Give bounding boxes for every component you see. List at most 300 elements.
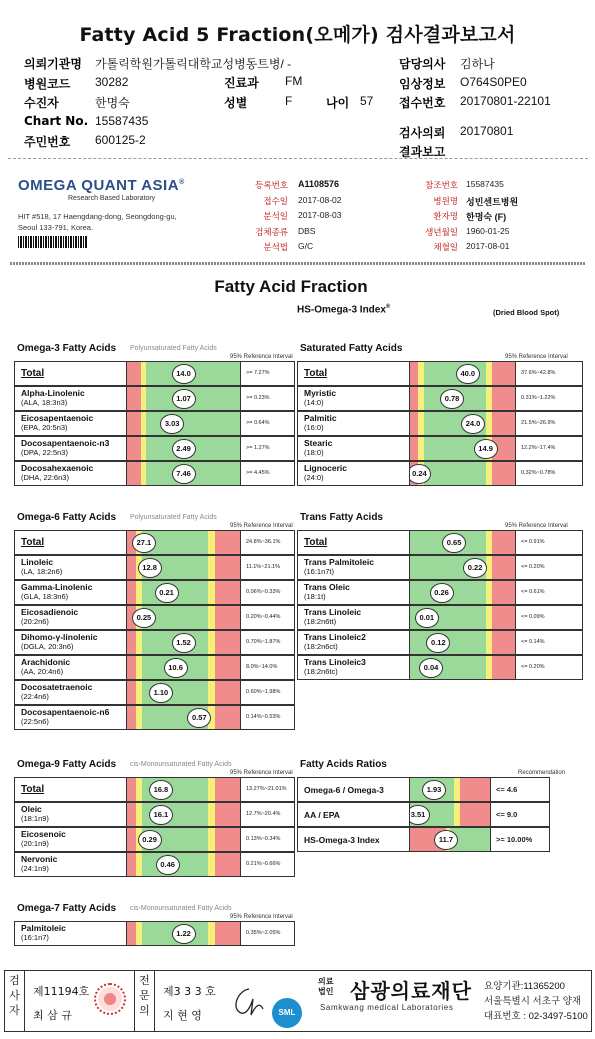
range-bar xyxy=(127,605,240,630)
result-name xyxy=(14,461,127,486)
result-name xyxy=(297,605,410,630)
result-subname: (LA, 18:2n6) xyxy=(21,567,63,576)
result-name xyxy=(14,605,127,630)
result-name xyxy=(14,530,127,555)
result-subname: (16:1n7t) xyxy=(304,567,335,576)
range-band xyxy=(127,778,136,801)
header-key: 성별 xyxy=(224,95,248,110)
range-band xyxy=(215,581,240,604)
range-band xyxy=(127,362,141,385)
range-band xyxy=(410,437,418,460)
reference-interval: 37.6%~42.8% xyxy=(515,361,583,386)
result-row xyxy=(297,436,583,461)
range-band xyxy=(460,778,490,801)
range-band xyxy=(215,656,240,679)
result-subname: (18:2n6tc) xyxy=(304,667,338,676)
range-bar xyxy=(410,655,515,680)
range-band xyxy=(492,631,515,654)
result-subname: (GLA, 18:3n6) xyxy=(21,592,69,601)
result-subname: (ALA, 18:3n3) xyxy=(21,398,68,407)
result-row xyxy=(297,605,583,630)
section-title: Omega-7 Fatty Acids xyxy=(17,903,117,914)
result-name xyxy=(14,361,127,386)
reference-interval: >= 7.27% xyxy=(240,361,295,386)
result-name xyxy=(14,921,127,946)
result-row xyxy=(297,555,583,580)
result-row xyxy=(14,680,295,705)
section-title: Omega-6 Fatty Acids xyxy=(17,512,117,523)
lab-value: 한명숙 (F) xyxy=(466,212,507,222)
reference-interval: 12.2%~17.4% xyxy=(515,436,583,461)
range-bar xyxy=(410,436,515,461)
result-row xyxy=(14,580,295,605)
lab-value: DBS xyxy=(298,225,316,236)
reference-header: 95% Reference Interval xyxy=(230,354,293,360)
result-value: 40.0 xyxy=(456,364,480,384)
range-band xyxy=(460,803,490,826)
header-key: 주민번호 xyxy=(24,135,71,149)
result-name-text: Stearic xyxy=(304,438,333,448)
reference-interval: 0.70%~1.87% xyxy=(240,630,295,655)
result-name xyxy=(14,411,127,436)
result-name xyxy=(297,630,410,655)
result-name-text: Docosahexaenoic xyxy=(21,463,94,473)
result-row xyxy=(297,530,583,555)
dbs-label: (Dried Blood Spot) xyxy=(493,308,560,317)
specialist-name: 지 현 영 xyxy=(163,1009,202,1022)
result-name xyxy=(14,655,127,680)
range-band xyxy=(215,922,240,945)
header-key: 검사의뢰 xyxy=(399,125,446,140)
result-name-text: Trans Oleic xyxy=(304,582,350,592)
range-bar xyxy=(410,777,490,802)
result-row xyxy=(297,411,583,436)
result-name-text: Trans Palmitoleic xyxy=(304,557,374,567)
reference-interval: 0.06%~0.33% xyxy=(240,580,295,605)
range-bar xyxy=(127,630,240,655)
result-name-text: AA / EPA xyxy=(304,810,340,820)
result-subname: (AA, 20:4n6) xyxy=(21,667,64,676)
inspector-label-cell xyxy=(5,971,25,1031)
reference-interval: 0.35%~2.05% xyxy=(240,921,295,946)
result-row xyxy=(14,630,295,655)
result-value: 24.0 xyxy=(461,414,485,434)
result-name xyxy=(297,436,410,461)
reference-interval: 0.13%~0.34% xyxy=(240,827,295,852)
range-bar xyxy=(410,605,515,630)
result-name xyxy=(14,386,127,411)
range-band xyxy=(208,656,215,679)
result-name-text: Alpha-Linolenic xyxy=(21,388,85,398)
lab-key: 참조번호 xyxy=(425,180,458,190)
result-row xyxy=(14,705,295,730)
result-name xyxy=(297,580,410,605)
range-band xyxy=(492,462,515,485)
range-bar xyxy=(410,580,515,605)
result-row xyxy=(297,777,550,802)
org-address: 서울특별시 서초구 양재 xyxy=(484,996,582,1007)
result-value: 0.78 xyxy=(440,389,464,409)
result-name xyxy=(297,802,410,827)
range-bar xyxy=(127,852,240,877)
result-value: 1.07 xyxy=(172,389,196,409)
result-value: 0.25 xyxy=(132,608,156,628)
range-band xyxy=(215,853,240,876)
specialist-label: 전 문 의 xyxy=(139,974,150,1017)
reference-interval: <= 9.0 xyxy=(490,802,550,827)
result-name-text: Total xyxy=(304,537,328,548)
reference-interval: 11.1%~21.1% xyxy=(240,555,295,580)
result-name xyxy=(297,555,410,580)
result-subname: (24:0) xyxy=(304,473,324,482)
org-prefix: 의료법인 xyxy=(318,977,334,996)
result-name-text: Docosatetraenoic xyxy=(21,682,93,692)
result-row xyxy=(14,530,295,555)
result-name xyxy=(14,777,127,802)
range-band xyxy=(208,922,215,945)
result-name xyxy=(297,461,410,486)
section-subtitle: cis-Monounsaturated Fatty Acids xyxy=(130,761,232,768)
range-band xyxy=(208,631,215,654)
result-name-text: Trans Linoleic xyxy=(304,607,362,617)
range-bar xyxy=(127,921,240,946)
range-bar xyxy=(127,530,240,555)
lab-logo: OMEGA QUANT ASIA® xyxy=(18,177,185,194)
result-subname: (DGLA, 20:3n6) xyxy=(21,642,74,651)
reference-header: 95% Reference Interval xyxy=(230,523,293,529)
range-band xyxy=(127,706,136,729)
signature-icon xyxy=(227,981,267,1021)
inspector-no: 제11194호 xyxy=(33,985,90,998)
result-name-text: Total xyxy=(21,368,45,379)
result-subname: (24:1n9) xyxy=(21,864,49,873)
section-subtitle: Polyunsaturated Fatty Acids xyxy=(130,345,217,352)
header-value: FM xyxy=(285,74,303,88)
range-bar xyxy=(127,555,240,580)
result-name-text: Lignoceric xyxy=(304,463,347,473)
result-row xyxy=(14,655,295,680)
header-key: Chart No. xyxy=(24,113,89,128)
range-band xyxy=(127,681,136,704)
reference-interval: 8.0%~14.0% xyxy=(240,655,295,680)
result-row xyxy=(14,921,295,946)
lab-value: A1108576 xyxy=(298,179,340,189)
result-subname: (EPA, 20:5n3) xyxy=(21,423,68,432)
range-bar xyxy=(127,386,240,411)
result-name-text: Nervonic xyxy=(21,854,58,864)
lab-value: 2017-08-03 xyxy=(298,210,342,220)
lab-key: 등록번호 xyxy=(255,180,288,190)
result-value: 0.46 xyxy=(156,855,180,875)
result-name-text: Eicosenoic xyxy=(21,829,66,839)
range-band xyxy=(424,462,486,485)
range-bar xyxy=(127,411,240,436)
reference-interval: <= 0.09% xyxy=(515,605,583,630)
result-row xyxy=(297,802,550,827)
result-name-text: Oleic xyxy=(21,804,42,814)
sml-logo: SML xyxy=(272,998,302,1028)
range-band xyxy=(410,387,418,410)
result-subname: (18:1n9) xyxy=(21,814,49,823)
report-title: Fatty Acid 5 Fraction(오메가) 검사결과보고서 xyxy=(79,24,516,46)
result-value: 0.65 xyxy=(442,533,466,553)
result-name-text: Linoleic xyxy=(21,557,54,567)
result-name-text: Docosapentaenoic-n3 xyxy=(21,438,110,448)
range-band xyxy=(127,656,136,679)
range-band xyxy=(208,581,215,604)
result-value: 0.21 xyxy=(155,583,179,603)
header-value: 가톨릭학원가톨릭대학교성병동트병/ - xyxy=(95,57,292,71)
reference-interval: <= 0.20% xyxy=(515,555,583,580)
result-name-text: Trans Linoleic2 xyxy=(304,632,366,642)
result-row xyxy=(14,361,295,386)
header-value: 김하나 xyxy=(460,57,495,71)
specialist-label-cell xyxy=(135,971,155,1031)
reference-interval: >= 0.64% xyxy=(240,411,295,436)
result-row xyxy=(14,802,295,827)
inspector-label: 검 사 자 xyxy=(9,974,20,1017)
range-band xyxy=(215,706,240,729)
result-name xyxy=(14,802,127,827)
result-name xyxy=(14,630,127,655)
header-key: 병원코드 xyxy=(24,76,71,91)
result-row xyxy=(297,386,583,411)
range-bar xyxy=(410,827,490,852)
reference-interval: 24.8%~36.1% xyxy=(240,530,295,555)
header-key: 임상정보 xyxy=(399,76,446,91)
range-band xyxy=(492,606,515,629)
reference-header: 95% Reference Interval xyxy=(230,770,293,776)
reference-interval: <= 4.6 xyxy=(490,777,550,802)
result-subname: (22:5n6) xyxy=(21,717,49,726)
result-value: 14.0 xyxy=(172,364,196,384)
header-value: 20170801-22101 xyxy=(460,94,551,108)
lab-key: 생년월일 xyxy=(425,226,458,237)
org-tel: 대표번호 : 02-3497-5100 xyxy=(484,1011,588,1022)
lab-value: 성빈센트병원 xyxy=(466,196,519,207)
range-band xyxy=(208,828,215,851)
result-value: 0.26 xyxy=(430,583,454,603)
lab-key: 채혈일 xyxy=(433,242,458,252)
range-band xyxy=(208,556,215,579)
result-value: 0.04 xyxy=(419,658,443,678)
result-subname: (DPA, 22:5n3) xyxy=(21,448,68,457)
range-band xyxy=(208,606,215,629)
result-name xyxy=(14,852,127,877)
result-value: 14.9 xyxy=(474,439,498,459)
result-name-text: Eicosapentaenoic xyxy=(21,413,94,423)
range-band xyxy=(215,631,240,654)
section-subtitle: Polyunsaturated Fatty Acids xyxy=(130,514,217,521)
result-row xyxy=(14,605,295,630)
result-row xyxy=(14,386,295,411)
org-name: 삼광의료재단 xyxy=(350,979,472,1003)
header-divider xyxy=(8,158,588,159)
range-band xyxy=(208,853,215,876)
result-row xyxy=(297,630,583,655)
reference-interval: >= 1.27% xyxy=(240,436,295,461)
header-value: 30282 xyxy=(95,74,129,89)
reference-interval: >= 0.23% xyxy=(240,386,295,411)
result-name-text: Palmitoleic xyxy=(21,923,66,933)
result-value: 1.10 xyxy=(149,683,173,703)
range-band xyxy=(215,681,240,704)
result-name xyxy=(14,680,127,705)
result-name xyxy=(297,386,410,411)
range-bar xyxy=(410,411,515,436)
result-row xyxy=(14,411,295,436)
range-bar xyxy=(127,827,240,852)
result-name-text: Docosapentaenoic-n6 xyxy=(21,707,110,717)
result-subname: (16:1n7) xyxy=(21,933,49,942)
org-name-en: Samkwang medical Laboratories xyxy=(320,1003,454,1012)
range-band xyxy=(127,853,136,876)
reference-header: Recommendation xyxy=(518,770,566,776)
result-value: 0.57 xyxy=(187,708,211,728)
section-title: Trans Fatty Acids xyxy=(300,512,383,523)
header-value: 15587435 xyxy=(95,113,149,128)
lab-value: 2017-08-02 xyxy=(298,194,342,205)
section-title: Omega-3 Fatty Acids xyxy=(17,343,117,354)
range-bar xyxy=(410,386,515,411)
result-row xyxy=(14,827,295,852)
result-row xyxy=(14,461,295,486)
header-key: 진료과 xyxy=(224,76,259,90)
result-value: 1.52 xyxy=(172,633,196,653)
range-band xyxy=(208,681,215,704)
range-band xyxy=(492,387,515,410)
header-key: 의뢰기관명 xyxy=(24,57,82,71)
reference-interval: 0.14%~0.53% xyxy=(240,705,295,730)
lab-key: 병원명 xyxy=(433,195,458,206)
range-bar xyxy=(127,461,240,486)
reference-interval: 0.31%~1.22% xyxy=(515,386,583,411)
lab-key: 접수일 xyxy=(263,195,288,206)
lab-address-2: Seoul 133-791, Korea. xyxy=(18,223,94,232)
lab-logo-sub: Research Based Laboratory xyxy=(68,195,156,202)
reference-interval: <= 0.20% xyxy=(515,655,583,680)
section-divider xyxy=(10,262,585,265)
header-value: F xyxy=(285,93,293,108)
result-name xyxy=(14,555,127,580)
range-band xyxy=(127,412,141,435)
lab-address-1: HIT #518, 17 Haengdang-dong, Seongdong-gu, xyxy=(18,212,177,221)
lab-key: 분석법 xyxy=(263,242,288,252)
reference-header: 95% Reference Interval xyxy=(505,523,568,529)
reference-header: 95% Reference Interval xyxy=(505,354,568,360)
result-row xyxy=(297,361,583,386)
header-value: O764S0PE0 xyxy=(460,74,527,89)
result-value: 1.22 xyxy=(172,924,196,944)
result-row xyxy=(14,555,295,580)
result-value: 11.7 xyxy=(434,830,458,850)
range-band xyxy=(410,412,418,435)
range-band xyxy=(127,437,141,460)
result-subname: (22:4n6) xyxy=(21,692,49,701)
lab-value: 15587435 xyxy=(466,179,504,189)
specialist-no: 제3 3 3 호 xyxy=(163,985,216,998)
result-subname: (18:0) xyxy=(304,448,324,457)
result-name xyxy=(297,827,410,852)
lab-value: 1960-01-25 xyxy=(466,225,510,236)
reference-interval: >= 4.45% xyxy=(240,461,295,486)
result-value: 1.93 xyxy=(422,780,446,800)
result-row xyxy=(14,852,295,877)
result-name-text: HS-Omega-3 Index xyxy=(304,835,380,845)
result-name-text: Omega-6 / Omega-3 xyxy=(304,785,384,795)
barcode xyxy=(18,236,88,248)
range-bar xyxy=(410,361,515,386)
result-row xyxy=(297,461,583,486)
result-value: 0.24 xyxy=(410,464,431,484)
range-bar xyxy=(127,802,240,827)
range-band xyxy=(492,656,515,679)
result-value: 10.6 xyxy=(164,658,188,678)
org-code: 요양기관:11365200 xyxy=(484,981,565,992)
result-name xyxy=(297,361,410,386)
result-row xyxy=(297,827,550,852)
lab-key: 검체종류 xyxy=(255,226,288,237)
lab-value: G/C xyxy=(298,241,314,251)
range-band xyxy=(492,412,515,435)
range-bar xyxy=(127,655,240,680)
header-value: 600125-2 xyxy=(95,133,146,147)
result-row xyxy=(297,655,583,680)
range-bar xyxy=(127,680,240,705)
range-band xyxy=(127,922,136,945)
range-band xyxy=(410,362,418,385)
lab-key: 환자명 xyxy=(433,211,458,221)
reference-interval: >= 10.00% xyxy=(490,827,550,852)
result-subname: (18:2n6ct) xyxy=(304,642,338,651)
result-name-text: Myristic xyxy=(304,388,337,398)
range-band xyxy=(127,581,136,604)
result-subname: (14:0) xyxy=(304,398,324,407)
range-band xyxy=(208,803,215,826)
section-title: Saturated Fatty Acids xyxy=(300,343,403,354)
range-bar xyxy=(127,580,240,605)
result-row xyxy=(297,580,583,605)
result-value: 16.1 xyxy=(149,805,173,825)
result-value: 12.8 xyxy=(138,558,162,578)
result-name-text: Trans Linoleic3 xyxy=(304,657,366,667)
range-bar xyxy=(410,461,515,486)
range-band xyxy=(127,462,141,485)
result-name-text: Dihomo-γ-linolenic xyxy=(21,632,98,642)
header-key: 담당의사 xyxy=(399,57,446,71)
range-bar xyxy=(410,630,515,655)
result-value: 0.12 xyxy=(426,633,450,653)
age-value: 57 xyxy=(360,93,374,108)
result-subname: (18:2n6tt) xyxy=(304,617,337,626)
range-band xyxy=(215,778,240,801)
section-title: Fatty Acids Ratios xyxy=(300,759,387,770)
header-key: 수진자 xyxy=(24,96,59,110)
range-band xyxy=(127,387,141,410)
result-value: 0.29 xyxy=(138,830,162,850)
range-band xyxy=(127,556,136,579)
result-subname: (16:0) xyxy=(304,423,324,432)
reference-interval: 12.7%~20.4% xyxy=(240,802,295,827)
result-name xyxy=(297,655,410,680)
seal-icon xyxy=(94,983,126,1015)
result-subname: (20:2n6) xyxy=(21,617,49,626)
result-value: 16.8 xyxy=(149,780,173,800)
result-name xyxy=(14,436,127,461)
result-subname: (20:1n9) xyxy=(21,839,49,848)
reference-header: 95% Reference Interval xyxy=(230,914,293,920)
fraction-title: Fatty Acid Fraction xyxy=(214,277,368,296)
